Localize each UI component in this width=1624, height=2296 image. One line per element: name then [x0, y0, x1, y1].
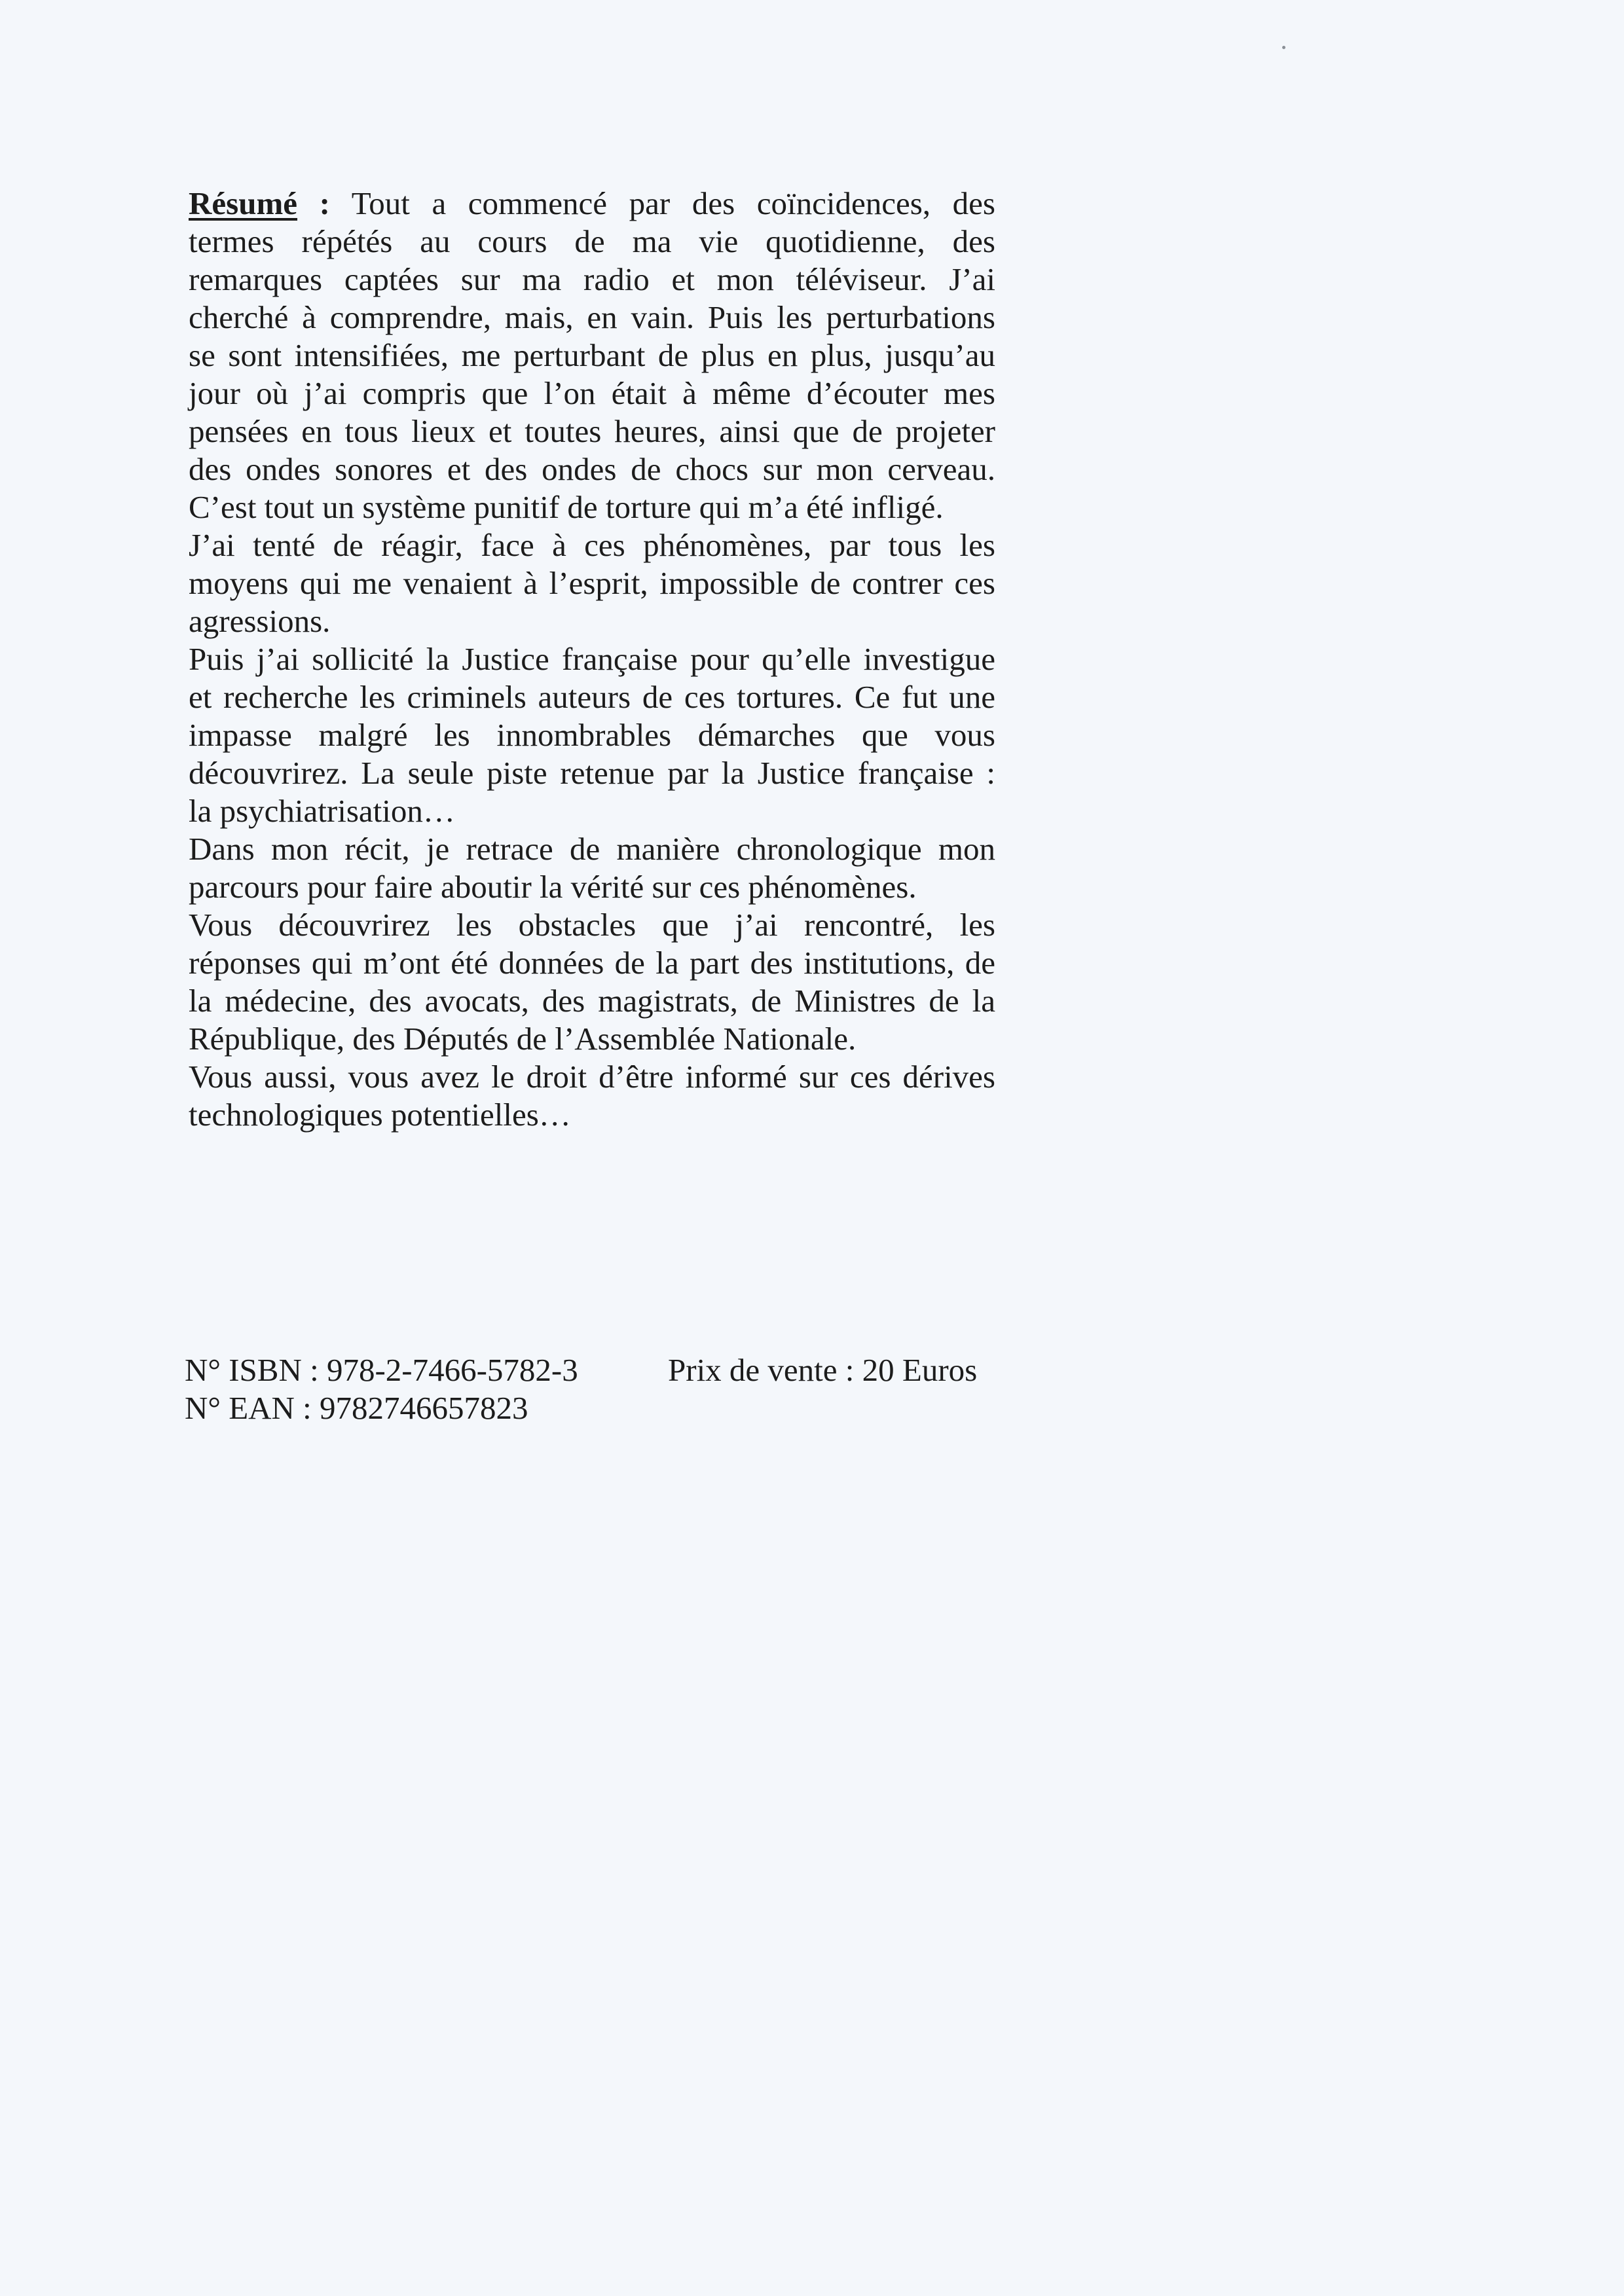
- sale-price: Prix de vente : 20 Euros: [668, 1352, 978, 1388]
- resume-line: Dans mon récit, je retrace de manière chronologique mon: [189, 831, 995, 867]
- resume-colon: :: [297, 185, 330, 221]
- resume-line-1: [189, 185, 995, 223]
- resume-line: se sont intensifiées, me perturbant de plus en plus, jusqu’au: [189, 337, 995, 373]
- resume-line: découvrirez. La seule piste retenue par la Justice française :: [189, 755, 995, 791]
- resume-paragraph: [189, 185, 995, 1134]
- resume-line: Vous aussi, vous avez le droit d’être informé sur ces dérives: [189, 1059, 995, 1095]
- resume-line: République, des Députés de l’Assemblée Nationale.: [189, 1021, 857, 1057]
- resume-line: agressions.: [189, 603, 331, 639]
- resume-line: cherché à comprendre, mais, en vain. Puis les perturbations: [189, 299, 995, 335]
- scan-speck: [1282, 46, 1285, 49]
- resume-line: Vous découvrirez les obstacles que j’ai rencontré, les: [189, 907, 995, 943]
- resume-line: des ondes sonores et des ondes de chocs sur mon cerveau.: [189, 451, 995, 487]
- resume-line: termes répétés au cours de ma vie quotidienne, des: [189, 223, 995, 259]
- resume-label: Résumé: [189, 185, 298, 221]
- resume-line: parcours pour faire aboutir la vérité sur ces phénomènes.: [189, 869, 917, 905]
- resume-line: Puis j’ai sollicité la Justice française pour qu’elle investigue: [189, 641, 995, 677]
- resume-line: pensées en tous lieux et toutes heures, ainsi que de projeter: [189, 413, 995, 449]
- resume-line: jour où j’ai compris que l’on était à même d’écouter mes: [189, 375, 995, 411]
- resume-line: moyens qui me venaient à l’esprit, impossible de contrer ces: [189, 565, 995, 601]
- resume-first-line-text: Tout a commencé par des coïncidences, des: [351, 185, 995, 221]
- isbn-number: N° ISBN : 978-2-7466-5782-3: [185, 1352, 578, 1388]
- resume-line: et recherche les criminels auteurs de ces tortures. Ce fut une: [189, 679, 995, 715]
- resume-line: C’est tout un système punitif de torture qui m’a été infligé.: [189, 489, 944, 525]
- resume-line: la psychiatrisation…: [189, 793, 455, 829]
- resume-line: réponses qui m’ont été données de la part des institutions, de: [189, 945, 995, 981]
- resume-line: remarques captées sur ma radio et mon téléviseur. J’ai: [189, 261, 995, 297]
- ean-number: N° EAN : 9782746657823: [185, 1390, 528, 1426]
- resume-line: impasse malgré les innombrables démarches que vous: [189, 717, 995, 753]
- book-identifiers: [185, 1351, 578, 1427]
- resume-line: technologiques potentielles…: [189, 1097, 571, 1133]
- resume-line: J’ai tenté de réagir, face à ces phénomènes, par tous les: [189, 527, 995, 563]
- price-info: [668, 1351, 977, 1389]
- resume-line: la médecine, des avocats, des magistrats, de Ministres de la: [189, 983, 995, 1019]
